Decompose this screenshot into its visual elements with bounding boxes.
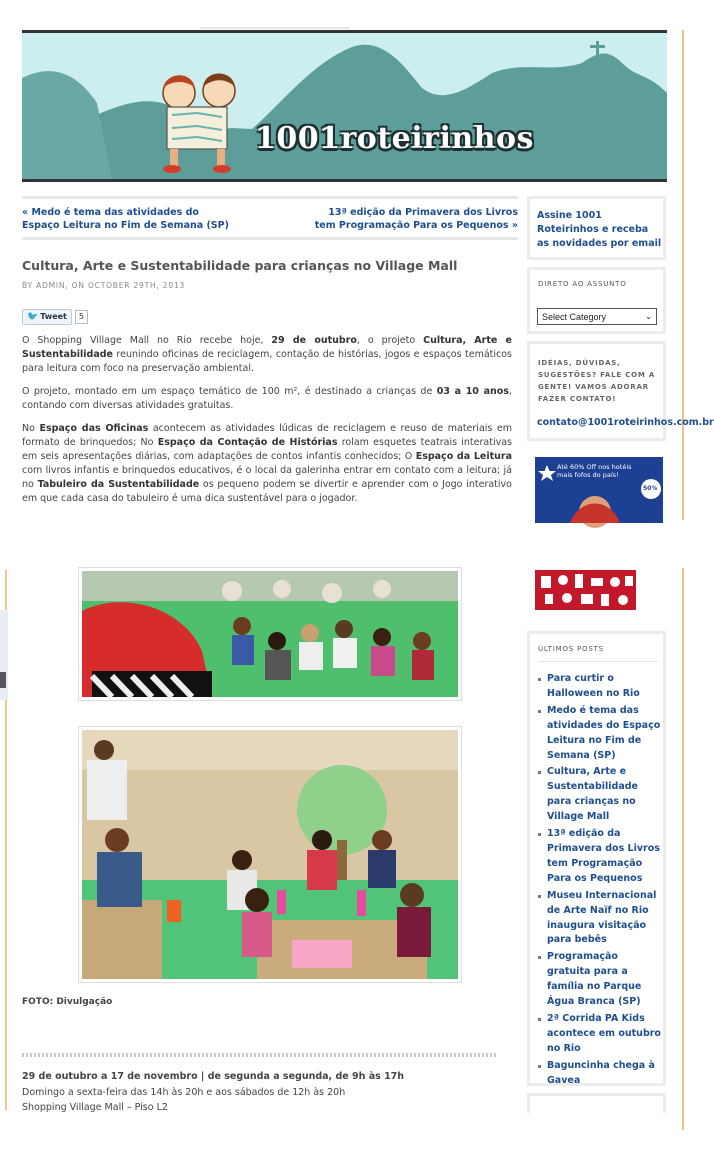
post-paragraph-1: O Shopping Village Mall no Rio recebe hoje, 29 de outubro, o projeto Cultura, Arte e Sustentabilidade reunindo oficinas de reciclagem, contação de histórias, jogos e espaços temáticos para leitura com foco na preservação ambiental.: [22, 335, 512, 374]
shopping-icons-illustration: [535, 570, 636, 610]
recent-post-link[interactable]: Programação gratuita para a família no Parque Água Branca (SP): [538, 950, 664, 1010]
recent-post-link[interactable]: Cultura, Arte e Sustentabilidade para crianças no Village Mall: [538, 765, 664, 825]
site-logo[interactable]: 1001roteirinhos: [255, 121, 534, 156]
recent-posts-list: [538, 672, 664, 1090]
left-edge-marker: [0, 672, 6, 688]
page-edge-accent: [682, 30, 684, 1130]
ad-badge: 50%: [643, 485, 658, 492]
photo-credit: FOTO: Divulgação: [22, 997, 113, 1007]
banner-hills-illustration: [22, 33, 667, 179]
hotel-ad-banner[interactable]: [535, 457, 663, 523]
dotted-separator: [22, 1053, 498, 1057]
recent-posts-widget: [527, 631, 666, 1086]
next-sidebar-widget: [527, 1093, 666, 1113]
subscribe-email-link[interactable]: Assine 1001 Roteirinhos e receba as novidades por email: [537, 210, 662, 249]
shopping-ad-banner[interactable]: [535, 570, 636, 610]
event-place: Shopping Village Mall – Piso L2: [22, 1102, 168, 1113]
event-dates: 29 de outubro a 17 de novembro | de segunda a segunda, de 9h às 17h: [22, 1071, 405, 1082]
recent-post-link[interactable]: 13ª edição da Primavera dos Livros tem Programação Para os Pequenos: [538, 827, 664, 887]
event-photo-2: [78, 726, 462, 983]
tweet-widget: [22, 309, 88, 324]
category-widget-title: DIRETO AO ASSUNTO: [538, 280, 627, 288]
post-paragraph-3: No Espaço das Oficinas acontecem as atividades lúdicas de reciclagem e reuso de materiais em formato de brinquedos; No Espaço da Contação de Histórias rolam esquetes teatrais interativas em seis apresentações diárias, com adaptações de contos infantis conhecidos; O Espaço da Leitura com livros infantis e brinquedos educativos, é o local da galerinha entrar em contato com a leitura; já no Tabuleiro da Sustentabilidade os pequeno podem se divertir e aprender com o Jogo interativo em que cada casa do tabuleiro é uma dica sustentável para o jogador.: [22, 423, 512, 504]
event-hours: Domingo a sexta-feira das 14h às 20h e aos sábados de 12h às 20h: [22, 1087, 346, 1098]
category-widget: [527, 267, 666, 334]
recent-posts-title: ÚLTIMOS POSTS: [538, 645, 604, 653]
category-select[interactable]: [537, 308, 657, 325]
recent-post-link[interactable]: 2ª Corrida PA Kids acontece em outubro no Rio: [538, 1012, 664, 1057]
twitter-bird-icon: 🐦: [27, 311, 39, 322]
photo-children-on-floor: [82, 571, 458, 697]
previous-post-link[interactable]: « Medo é tema das atividades do Espaço Leitura no Fim de Semana (SP): [22, 207, 229, 231]
top-divider: [200, 27, 350, 29]
chevron-down-icon: ⌄: [645, 312, 652, 321]
tweet-count: 5: [75, 310, 88, 324]
tweet-button[interactable]: [22, 309, 72, 325]
tweet-button-label: Tweet: [40, 312, 67, 321]
contact-widget-title: IDÉIAS, DÚVIDAS, SUGESTÕES? FALE COM A GENTE! VAMOS ADORAR FAZER CONTATO!: [538, 359, 656, 403]
recent-post-link[interactable]: Para curtir o Halloween no Rio: [538, 672, 664, 702]
screenshot-gap: [0, 520, 692, 568]
next-post-link[interactable]: 13ª edição da Primavera dos Livros tem Programação Para os Pequenos »: [314, 207, 518, 231]
contact-widget: [527, 341, 714, 441]
post-title[interactable]: Cultura, Arte e Sustentabilidade para crianças no Village Mall: [22, 258, 458, 273]
post-paragraph-2: O projeto, montado em um espaço temático de 100 m², é destinado a crianças de 03 a 10 anos, contando com diversas atividades gratuitas.: [22, 386, 512, 411]
subscribe-widget: [527, 196, 666, 260]
recent-post-link[interactable]: Medo é tema das atividades do Espaço Leitura no Fim de Semana (SP): [538, 704, 664, 764]
category-select-value: Select Category: [542, 311, 607, 322]
ad-text: Até 60% Off nos hotéis mais fofos do país!: [557, 463, 632, 479]
event-photo-1: [78, 567, 462, 701]
contact-email-link[interactable]: contato@1001roteirinhos.com.br: [537, 417, 714, 428]
post-meta: BY ADMIN, ON OCTOBER 29TH, 2013: [22, 281, 186, 290]
widget-title-divider: [538, 661, 658, 662]
recent-post-link[interactable]: Baguncinha chega à Gavea: [538, 1059, 664, 1089]
post-navigation: [22, 196, 518, 240]
site-banner[interactable]: [22, 30, 667, 182]
recent-post-link[interactable]: Museu Internacional de Arte Naïf no Rio inaugura visitação para bebês: [538, 889, 664, 949]
photo-children-workshop: [82, 730, 458, 979]
